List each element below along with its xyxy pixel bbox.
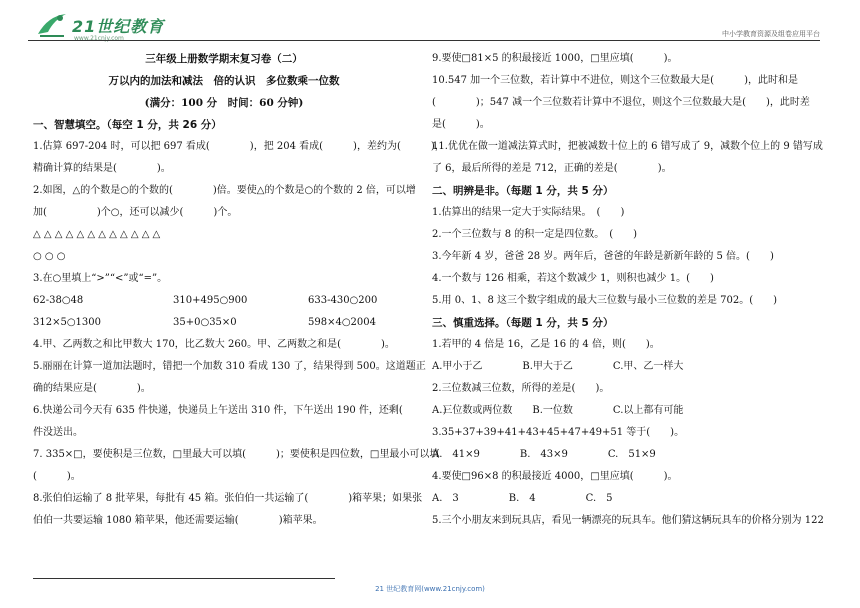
question-line: 2.三位数减三位数，所得的差是( )。 [432,383,610,394]
footer-link[interactable]: 21 世纪教育网(www.21cnjy.com) [375,585,485,593]
question-line: 了 6，最后所得的差是 712，正确的差是( )。 [432,163,672,174]
question-line: 4.甲、乙两数之和比甲数大 170，比乙数大 260。甲、乙两数之和是( )。 [33,339,395,350]
circle-figure: ○ ○ ○ [33,251,66,262]
triangle-figure: △ △ △ △ △ △ △ △ △ △ △ △ [33,229,161,240]
compare-item: 310+495○900 [173,295,248,306]
question-line: 6.快递公司今天有 635 件快递，快递员上午送出 310 件，下午送出 190 件，还剩( ) [33,405,447,416]
compare-item: 633-430○200 [308,295,378,306]
logo-url: www.21cnjy.com [74,35,124,42]
compare-item: 62-38○48 [33,295,84,306]
question-line: 5.用 0、1、8 这三个数字组成的最大三位数与最小三位数的差是 702。( ) [432,295,778,306]
runner-logo-icon [34,10,70,40]
question-line: 7. 335×□，要使积是三位数，□里最大可以填( )；要使积是四位数，□里最小可以填 [33,449,440,460]
question-line: 10.547 加一个三位数，若计算中不进位，则这个三位数最大是( )，此时和是 [432,75,798,86]
exam-subtitle: 万以内的加法和减法 倍的认识 多位数乘一位数 [108,75,340,87]
left-column [33,48,447,532]
section-heading: 三、慎重选择。（每题 1 分，共 5 分） [432,317,614,329]
question-line: ( )；547 减一个三位数若计算中不退位，则这个三位数最大是( )，此时差 [432,97,810,108]
header-platform-text: 中小学教育资源及组卷应用平台 [722,30,820,38]
options-line: A.甲小于乙 B.甲大于乙 C.甲、乙一样大 [432,361,684,372]
header-divider [28,40,820,41]
options-line: A. 3 B. 4 C. 5 [432,493,613,504]
options-line: A.三位数或两位数 B.一位数 C.以上都有可能 [432,405,684,416]
compare-item: 598×4○2004 [308,317,377,328]
question-line: 11.优优在做一道减法算式时，把被减数十位上的 6 错写成了 9，减数个位上的 9 错写成 [432,141,823,152]
question-line: 5.丽丽在计算一道加法题时，错把一个加数 310 看成 130 了，结果得到 500。这道题正 [33,361,426,372]
question-line: 3.在○里填上“>”“<”或“=”。 [33,273,168,284]
right-column [432,48,824,532]
question-line: 4.要使□96×8 的积最接近 4000，□里应填( )。 [432,471,678,482]
compare-item: 312×5○1300 [33,317,102,328]
question-line: 5.三个小朋友来到玩具店，看见一辆漂亮的玩具车。他们猜这辆玩具车的价格分别为 122 [432,515,824,526]
section-heading: 一、智慧填空。（每空 1 分，共 26 分） [33,119,222,131]
question-line: 2.一个三位数与 8 的积一定是四位数。 ( ) [432,229,638,240]
question-line: 加( )个○，还可以减少( )个。 [33,207,238,218]
question-line: 确的结果应是( )。 [33,383,151,394]
exam-score-line: (满分：100 分 时间：60 分钟) [144,97,304,109]
question-line: 2.如图，△的个数是○的个数的( )倍。要使△的个数是○的个数的 2 倍，可以增 [33,185,416,196]
compare-row [33,312,415,334]
options-line: A. 41×9 B. 43×9 C. 51×9 [432,449,656,460]
question-line: 8.张伯伯运输了 8 批苹果，每批有 45 箱。张伯伯一共运输了( )箱苹果；如果张 [33,493,423,504]
compare-item: 35+0○35×0 [173,317,237,328]
footer-divider [33,578,335,579]
question-line: 1.若甲的 4 倍是 16，乙是 16 的 4 倍，则( )。 [432,339,660,350]
logo-text: 21世纪教育 [72,17,165,36]
question-line: 伯伯一共要运输 1080 箱苹果，他还需要运输( )箱苹果。 [33,515,323,526]
question-line: 精确计算的结果是( )。 [33,163,171,174]
site-logo [28,8,168,42]
question-line: 3.35+37+39+41+43+45+47+49+51 等于( )。 [432,427,685,438]
question-line: 件没送出。 [33,427,83,438]
question-line: 1.估算 697-204 时，可以把 697 看成( )，把 204 看成( )，差约为( )， [33,141,445,152]
question-line: 是( )。 [432,119,490,130]
question-line: 4.一个数与 126 相乘，若这个数减少 1，则积也减少 1。( ) [432,273,714,284]
question-line: 9.要使□81×5 的积最接近 1000，□里应填( )。 [432,53,678,64]
compare-row [33,290,415,312]
exam-title: 三年级上册数学期末复习卷（二） [145,53,303,65]
question-line: ( )。 [33,471,81,482]
question-line: 3.今年新 4 岁，爸爸 28 岁。两年后，爸爸的年龄是新新年龄的 5 倍。( ) [432,251,774,262]
question-line: 1.估算出的结果一定大于实际结果。 ( ) [432,207,625,218]
section-heading: 二、明辨是非。（每题 1 分，共 5 分） [432,185,614,197]
